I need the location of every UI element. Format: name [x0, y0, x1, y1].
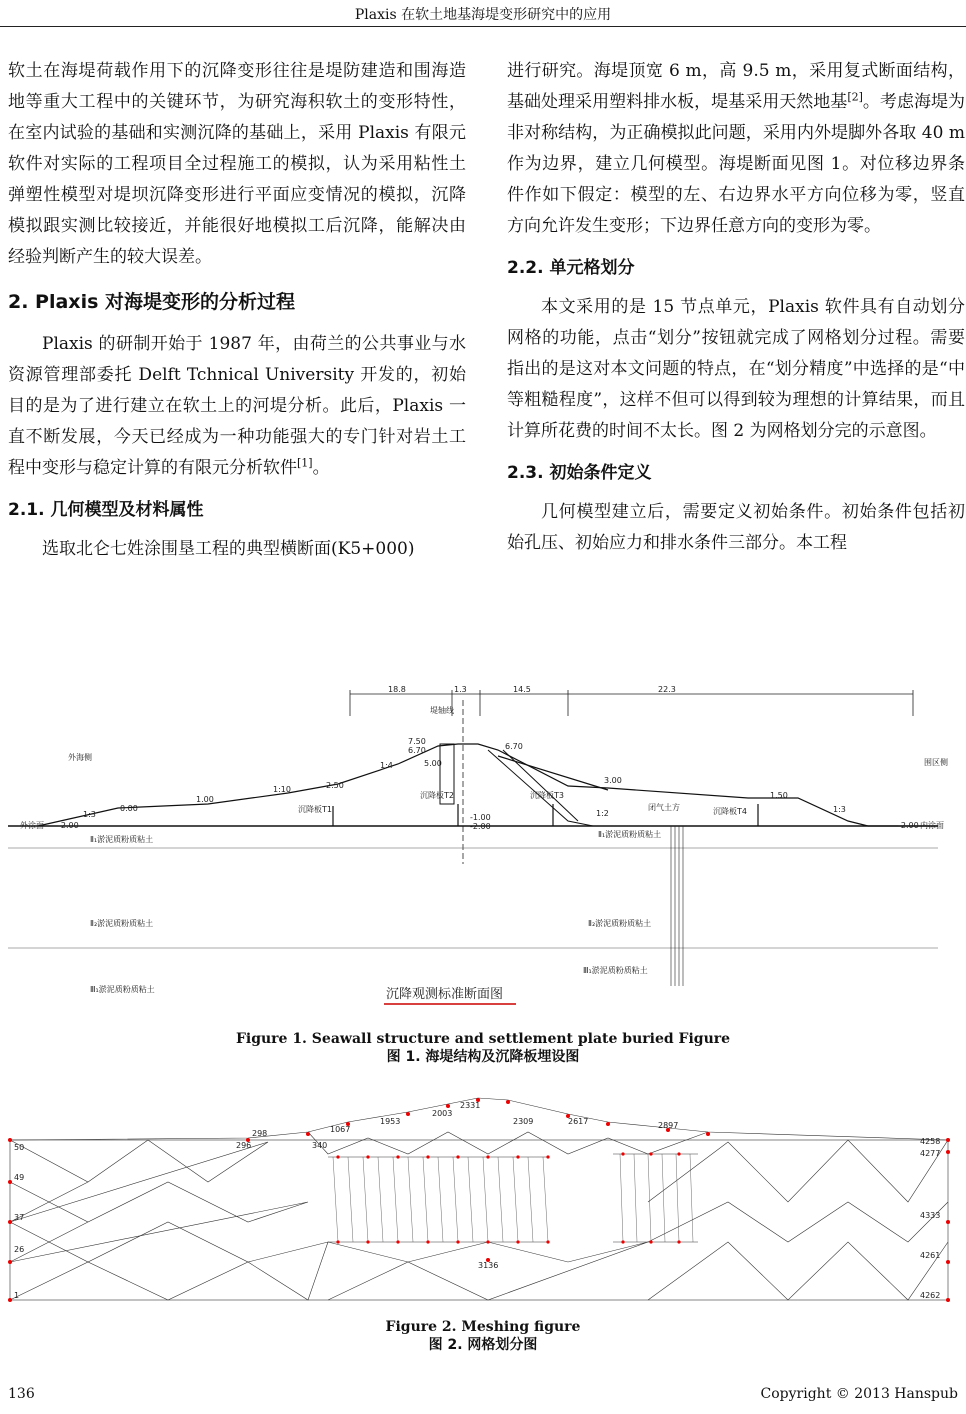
elev-inner-2-00: -2.00 [898, 821, 919, 830]
node-top-1: 298 [252, 1129, 268, 1138]
section-2-2-heading: 2.2. 单元格划分 [507, 258, 635, 278]
inner-mudflat-label: 内涂面 [920, 821, 944, 830]
section-2-1-heading: 2.1. 几何模型及材料属性 [8, 500, 204, 520]
header-rule [0, 26, 966, 27]
elev-3-00: 3.00 [604, 776, 622, 785]
soil-layer-1-left: Ⅱ₁淤泥质粉质粘土 [90, 835, 154, 844]
section-2-heading: 2. Plaxis 对海堤变形的分析过程 [8, 291, 296, 313]
section-2-tail: 。 [312, 458, 330, 478]
figure-1 [8, 686, 958, 1016]
elev-6-70-left: 6.70 [408, 746, 426, 755]
node-top-4: 1067 [330, 1125, 351, 1134]
node-left-2: 49 [14, 1173, 25, 1182]
figure-2-caption-cn: 图 2. 网格划分图 [428, 1337, 538, 1353]
right-column [507, 56, 965, 559]
section-2-paragraph [8, 329, 466, 484]
node-top-5: 1953 [380, 1117, 401, 1126]
elev-7-50: 7.50 [408, 737, 426, 746]
elev-5-00: 5.00 [424, 759, 442, 768]
node-top-7: 2331 [460, 1101, 481, 1110]
node-top-6: 2003 [432, 1109, 453, 1118]
elev-1-00: 1.00 [196, 795, 214, 804]
reference-1[interactable]: [1] [297, 456, 313, 470]
slope-1-3-left: 1:3 [83, 810, 96, 819]
node-left-3: 37 [14, 1213, 25, 1222]
slope-1-4: 1:4 [380, 761, 393, 770]
figure-2 [8, 1092, 958, 1302]
plate-t2: 沉降板T2 [420, 791, 454, 800]
section-2-2-paragraph: 本文采用的是 15 节点单元，Plaxis 软件具有自动划分网格的功能，点击“划分”按钮就完成了网格划分过程。需要指出的是这对本文问题的特点，在“划分精度”中选择的是“中等粗糙程度”，这样不但可以得到较为理想的计算结果，而且计算所花费的时间不太长。图 2 为网格划分完的示意图。 [507, 297, 965, 441]
elev-minus-2-00-center: -2.00 [470, 822, 491, 831]
continued-paragraph [507, 56, 965, 242]
plate-t4: 沉降板T4 [713, 807, 747, 816]
side-left-label: 外海侧 [68, 753, 92, 762]
figure-2-caption [0, 1318, 966, 1354]
continued-text: 进行研究。海堤顶宽 6 m，高 9.5 m，采用复式断面结构，基础处理采用塑料排水板，堤基采用天然地基 [507, 61, 965, 112]
node-right-5: 4262 [920, 1291, 941, 1300]
seawall-section-drawing [8, 686, 958, 1016]
elev-0-00: 0.00 [120, 804, 138, 813]
node-top-10: 2897 [658, 1121, 679, 1130]
mesh-drawing [8, 1092, 958, 1302]
plate-t3: 沉降板T3 [530, 791, 564, 800]
node-top-2: 296 [236, 1141, 252, 1150]
left-column [8, 56, 466, 565]
slope-1-2: 1:2 [596, 809, 609, 818]
node-right-2: 4277 [920, 1149, 941, 1158]
dim-4: 22.3 [658, 686, 676, 694]
node-left-5: 1 [14, 1291, 20, 1300]
drawing-title: 沉降观测标准断面图 [386, 987, 504, 1002]
figure-1-caption-en: Figure 1. Seawall structure and settlement plate buried Figure [235, 1031, 731, 1047]
soil-layer-3-left: Ⅲ₁淤泥质粉质粘土 [90, 985, 155, 994]
plate-t1: 沉降板T1 [298, 805, 332, 814]
intro-paragraph: 软土在海堤荷载作用下的沉降变形往往是堤防建造和围海造地等重大工程中的关键环节，为研究海积软土的变形特性，在室内试验的基础和实测沉降的基础上，采用 Plaxis 有限元软件对实际的工程项目全过程施工的模拟，认为采用粘性土弹塑性模型对堤坝沉降变形进行平面应变情况的模拟，沉降模拟跟实测比较接近，并能很好地模拟工后沉降，能解决由经验判断产生的较大误差。 [8, 61, 466, 267]
reference-2[interactable]: [2] [847, 90, 863, 104]
section-2-3-heading: 2.3. 初始条件定义 [507, 463, 652, 483]
node-bottom-1: 3136 [478, 1261, 499, 1270]
section-2-3-paragraph: 几何模型建立后，需要定义初始条件。初始条件包括初始孔压、初始应力和排水条件三部分。本工程 [507, 502, 965, 553]
soil-layer-2-left: Ⅱ₂淤泥质粉质粘土 [90, 919, 154, 928]
node-left-1: 50 [14, 1143, 25, 1152]
soil-layer-1-right: Ⅱ₁淤泥质粉质粘土 [598, 830, 662, 839]
soil-layer-3-right: Ⅲ₁淤泥质粉质粘土 [583, 966, 648, 975]
section-2-text: Plaxis 的研制开始于 1987 年，由荷兰的公共事业与水资源管理部委托 Delft Tchnical University 开发的，初始目的是为了进行建立在软土上的河堤分析。此后，Plaxis 一直不断发展，今天已经成为一种功能强大的专门针对岩土工程中变形与稳定计算的有限元分析软件 [8, 334, 466, 478]
slope-1-3-right: 1:3 [833, 805, 846, 814]
axis-label: 堤轴线 [430, 706, 454, 715]
running-header: Plaxis 在软土地基海堤变形研究中的应用 [354, 7, 612, 23]
node-top-8: 2309 [513, 1117, 534, 1126]
elev-1-50: 1.50 [770, 791, 788, 800]
page-number: 136 [8, 1386, 35, 1402]
section-2-1-paragraph: 选取北仑七姓涂围垦工程的典型横断面(K5+000) [42, 539, 415, 559]
soil-layer-2-right: Ⅱ₂淤泥质粉质粘土 [588, 919, 652, 928]
slope-1-10: 1:10 [273, 785, 291, 794]
figure-2-caption-en: Figure 2. Meshing figure [385, 1319, 581, 1335]
copyright: Copyright © 2013 Hanspub [760, 1386, 958, 1402]
closure-fill-label: 闭气土方 [648, 803, 680, 812]
node-left-4: 26 [14, 1245, 25, 1254]
node-right-3: 4333 [920, 1211, 941, 1220]
node-top-3: 340 [312, 1141, 328, 1150]
outer-mudflat-label: 外涂面 [20, 821, 44, 830]
node-top-9: 2617 [568, 1117, 589, 1126]
dim-3: 14.5 [513, 686, 531, 694]
side-right-label: 围区侧 [924, 758, 948, 767]
node-right-4: 4261 [920, 1251, 941, 1260]
figure-1-caption-cn: 图 1. 海堤结构及沉降板埋设图 [386, 1049, 580, 1065]
figure-1-caption [0, 1030, 966, 1066]
dim-1: 18.8 [388, 686, 406, 694]
elev-outer-2-00: -2.00 [58, 821, 79, 830]
elev-6-70-right: 6.70 [505, 742, 523, 751]
elev-minus-1-00: -1.00 [470, 813, 491, 822]
elev-2-50: 2.50 [326, 781, 344, 790]
node-right-1: 4258 [920, 1137, 941, 1146]
dim-2: 1.3 [454, 686, 467, 694]
continued-tail: 。考虑海堤为非对称结构，为正确模拟此问题，采用内外堤脚外各取 40 m 作为边界，建立几何模型。海堤断面见图 1。对位移边界条件作如下假定：模型的左、右边界水平方向位移为零，竖直方向允许发生变形；下边界任意方向的变形为零。 [507, 92, 965, 236]
